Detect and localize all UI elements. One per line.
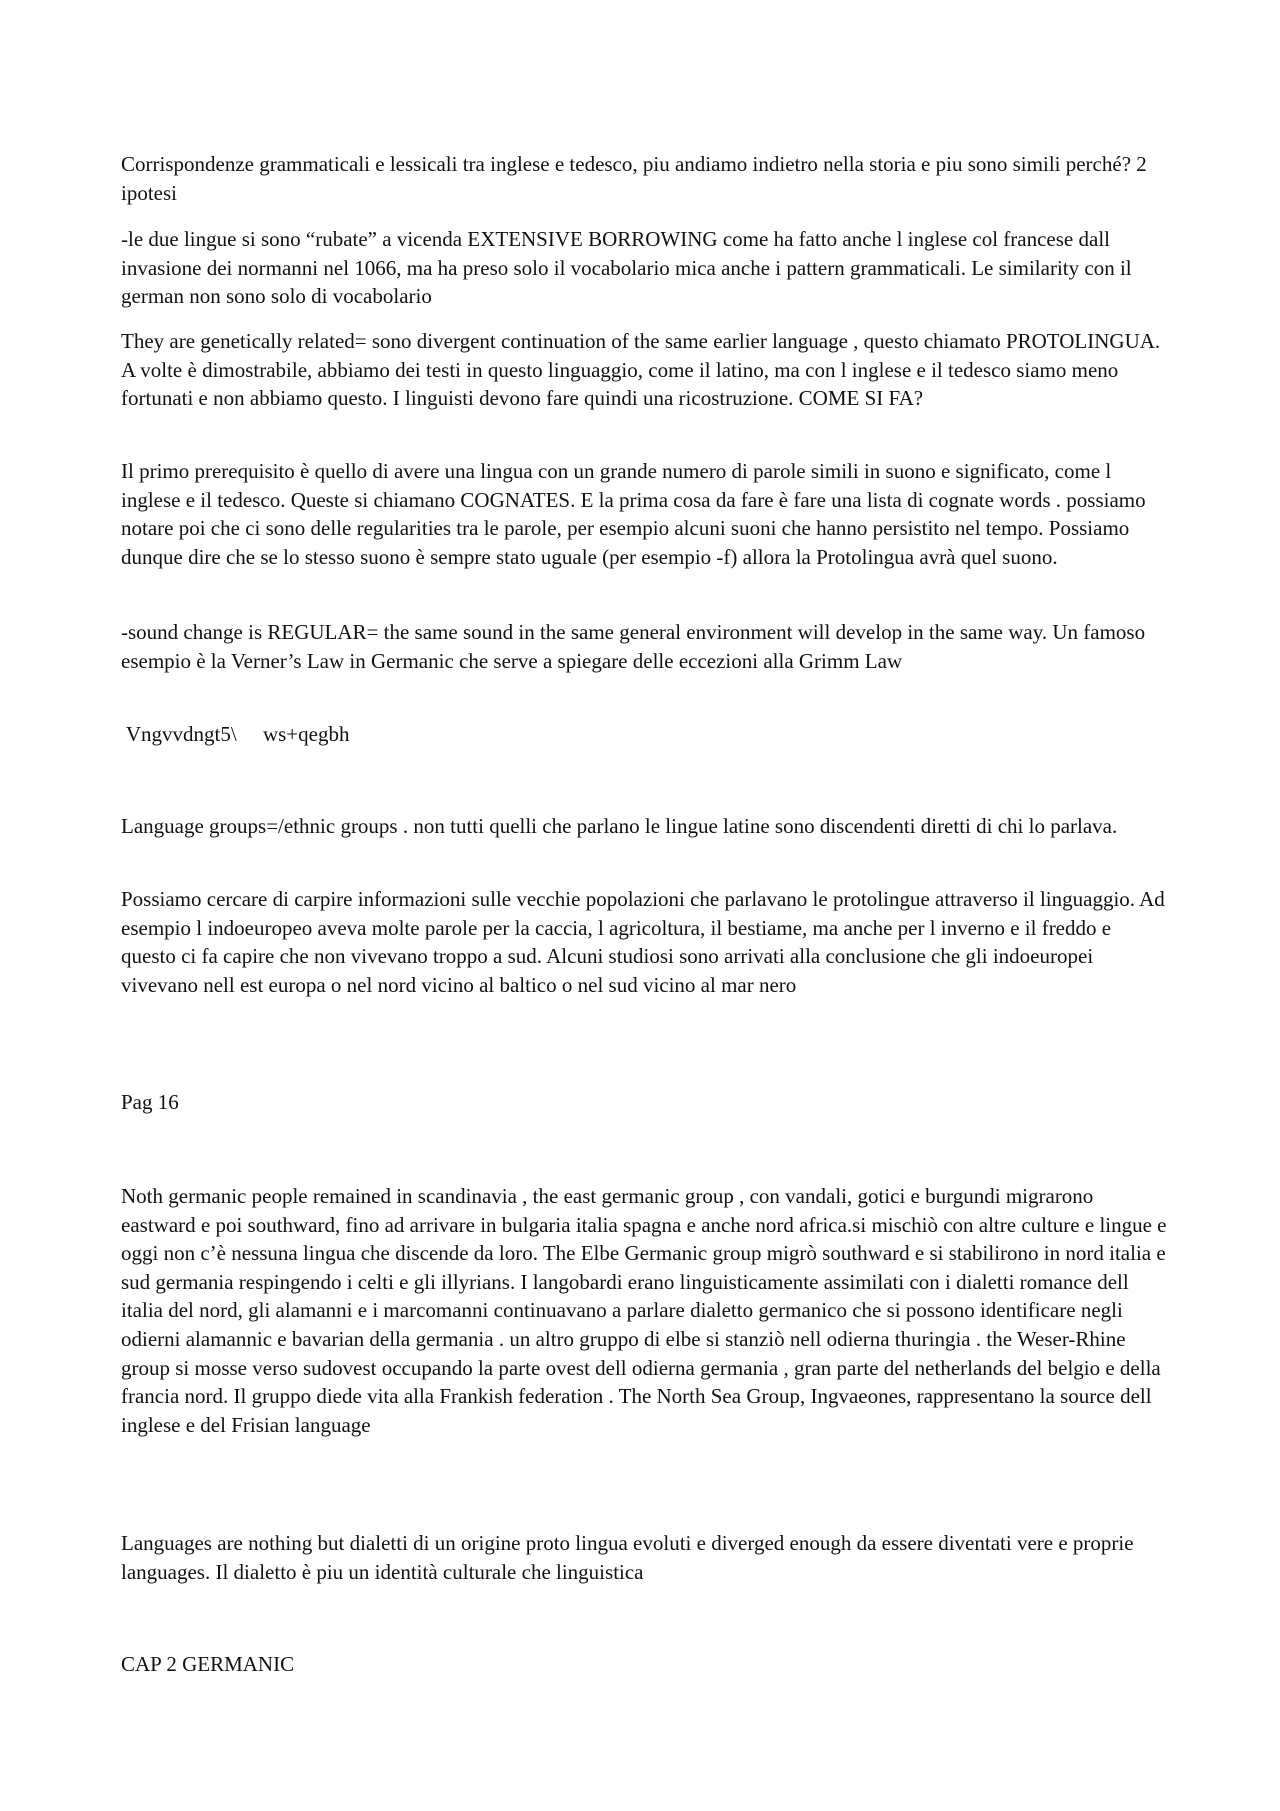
paragraph-sound-change: -sound change is REGULAR= the same sound in the same general environment will develop in the same way. Un famoso esempio è la Verner’s Law in Germanic che serve a spiegare delle eccezioni alla Grimm Law xyxy=(121,620,1146,673)
paragraph-cognates: Il primo prerequisito è quello di avere una lingua con un grande numero di parole simili in suono e significato, come l inglese e il tedesco. Queste si chiamano COGNATES. E la prima cosa da fare è fare una lista di cognate words . possiamo notare poi che ci sono delle regularities tra le parole, per esempio alcuni suoni che hanno persistito nel tempo. Possiamo dunque dire che se lo stesso suono è sempre stato uguale (per esempio -f) allora la Protolingua avrà quel suono. xyxy=(121,459,1146,569)
paragraph-indoeuropean-homeland: Possiamo cercare di carpire informazioni sulle vecchie popolazioni che parlavano le protolingue attraverso il linguaggio. Ad esempio l indoeuropeo aveva molte parole per la caccia, l agricoltura, il bestiame, ma anche per l inverno e il freddo e questo ci fa capire che non vivevano troppo a sud. Alcuni studiosi sono arrivati alla conclusione che gli indoeuropei vivevano nell est europa o nel nord vicino al baltico o nel sud vicino al mar nero xyxy=(121,887,1165,997)
paragraph-germanic-migrations: Noth germanic people remained in scandinavia , the east germanic group , con vandali, gotici e burgundi migrarono eastward e poi southward, fino ad arrivare in bulgaria italia spagna e anche nord africa.si mischiò con altre culture e lingue e oggi non c’è nessuna lingua che discende da loro. The Elbe Germanic group migrò southward e si stabilirono in nord italia e sud germania respingendo i celti e gli illyrians. I langobardi erano linguisticamente assimilati con i dialetti romance dell italia del nord, gli alamanni e i marcomanni continuavano a parlare dialetto germanico che si possono identificare negli odierni alamannic e bavarian della germania . un altro gruppo di elbe si stanziò nell odierna thuringia . the Weser-Rhine group si mosse verso sudovest occupando la parte ovest dell odierna germania , gran parte del netherlands del belgio e della francia nord. Il gruppo diede vita alla Frankish federation . The North Sea Group, Ingvaeones, rappresentano la source dell inglese e del Frisian language xyxy=(121,1184,1167,1437)
paragraph-grammatical-correspondences: Corrispondenze grammaticali e lessicali tra inglese e tedesco, piu andiamo indietro nella storia e piu sono simili perché? 2 ipotesi xyxy=(121,152,1147,205)
page-reference: Pag 16 xyxy=(121,1090,179,1114)
paragraph-language-groups: Language groups=/ethnic groups . non tutti quelli che parlano le lingue latine sono discendenti diretti di chi lo parlava. xyxy=(121,814,1118,838)
chapter-heading: CAP 2 GERMANIC xyxy=(121,1652,295,1676)
paragraph-languages-dialects: Languages are nothing but dialetti di un origine proto lingua evoluti e diverged enough da essere diventati vere e proprie languages. Il dialetto è piu un identità culturale che linguistica xyxy=(121,1531,1134,1584)
paragraph-garbled-text: Vngvvdngt5\ ws+qegbh xyxy=(121,722,350,746)
paragraph-extensive-borrowing: -le due lingue si sono “rubate” a vicenda EXTENSIVE BORROWING come ha fatto anche l inglese col francese dall invasione dei normanni nel 1066, ma ha preso solo il vocabolario mica anche i pattern grammaticali. Le similarity con il german non sono solo di vocabolario xyxy=(121,227,1132,309)
paragraph-genetically-related: They are genetically related= sono divergent continuation of the same earlier language , questo chiamato PROTOLINGUA. A volte è dimostrabile, abbiamo dei testi in questo linguaggio, come il latino, ma con l inglese e il tedesco siamo meno fortunati e non abbiamo questo. I linguisti devono fare quindi una ricostruzione. COME SI FA? xyxy=(121,329,1161,411)
